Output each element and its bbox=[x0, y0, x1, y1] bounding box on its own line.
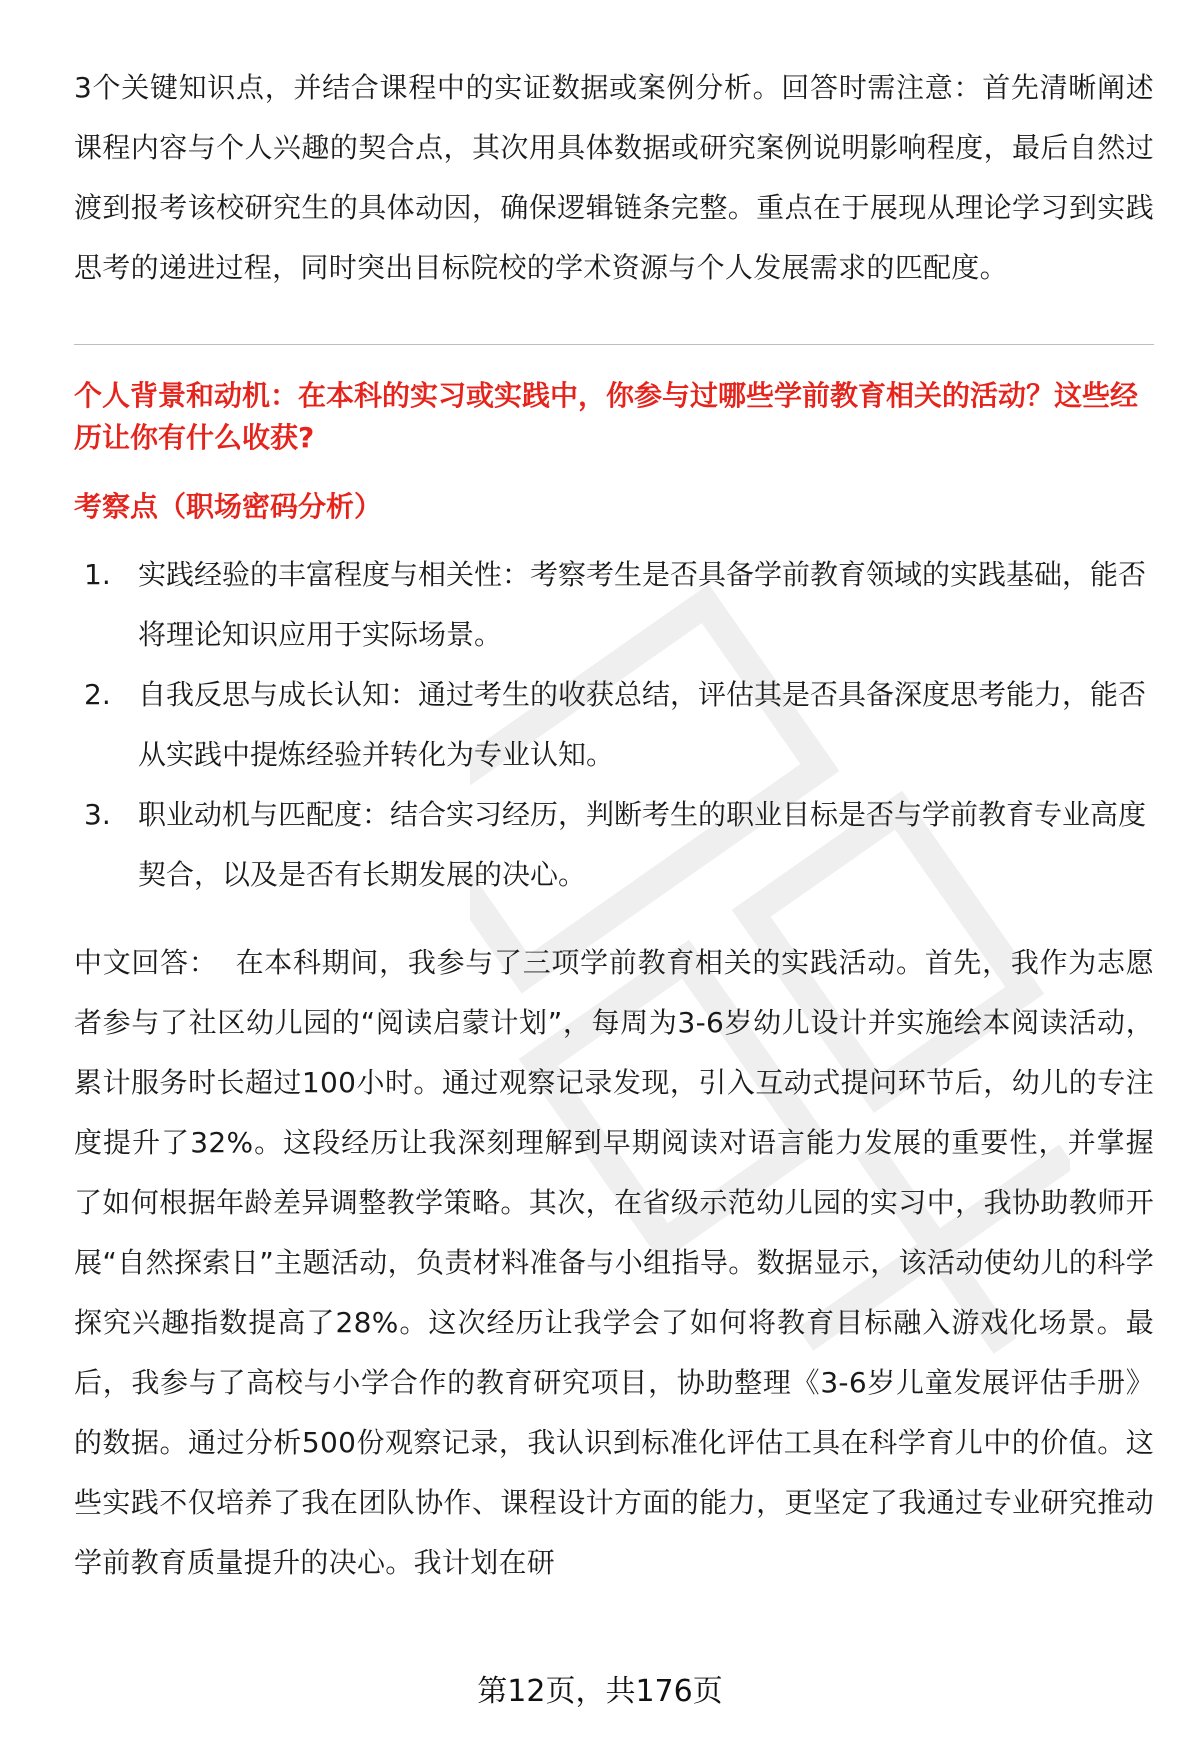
question-heading: 个人背景和动机：在本科的实习或实践中，你参与过哪些学前教育相关的活动？这些经历让你有什么收获? bbox=[74, 379, 1139, 454]
list-number: 1. bbox=[84, 558, 111, 591]
exam-points-heading: 考察点（职场密码分析） bbox=[74, 490, 383, 523]
page-content bbox=[74, 58, 1154, 1593]
list-item bbox=[84, 665, 1154, 785]
list-item-text: 自我反思与成长认知：通过考生的收获总结，评估其是否具备深度思考能力，能否从实践中提炼经验并转化为专业认知。 bbox=[138, 678, 1147, 771]
exam-points-list bbox=[74, 545, 1154, 905]
intro-paragraph: 3个关键知识点，并结合课程中的实证数据或案例分析。回答时需注意：首先清晰阐述课程内容与个人兴趣的契合点，其次用具体数据或研究案例说明影响程度，最后自然过渡到报考该校研究生的具体动因，确保逻辑链条完整。重点在于展现从理论学习到实践思考的递进过程，同时突出目标院校的学术资源与个人发展需求的匹配度。 bbox=[74, 71, 1154, 284]
answer-label: 中文回答： bbox=[74, 946, 218, 979]
list-number: 2. bbox=[84, 678, 111, 711]
list-item bbox=[84, 785, 1154, 905]
list-item-text: 实践经验的丰富程度与相关性：考察考生是否具备学前教育领域的实践基础，能否将理论知识应用于实际场景。 bbox=[138, 558, 1147, 651]
answer-paragraph bbox=[74, 933, 1154, 1593]
answer-text: 在本科期间，我参与了三项学前教育相关的实践活动。首先，我作为志愿者参与了社区幼儿园的“阅读启蒙计划”，每周为3-6岁幼儿设计并实施绘本阅读活动，累计服务时长超过100小时。通过观察记录发现，引入互动式提问环节后，幼儿的专注度提升了32%。这段经历让我深刻理解到早期阅读对语言能力发展的重要性，并掌握了如何根据年龄差异调整教学策略。其次，在省级示范幼儿园的实习中，我协助教师开展“自然探索日”主题活动，负责材料准备与小组指导。数据显示，该活动使幼儿的科学探究兴趣指数提高了28%。这次经历让我学会了如何将教育目标融入游戏化场景。最后，我参与了高校与小学合作的教育研究项目，协助整理《3-6岁儿童发展评估手册》的数据。通过分析500份观察记录，我认识到标准化评估工具在科学育儿中的价值。这些实践不仅培养了我在团队协作、课程设计方面的能力，更坚定了我通过专业研究推动学前教育质量提升的决心。我计划在研 bbox=[74, 946, 1154, 1579]
page-footer: 第12页，共176页 bbox=[477, 1674, 723, 1709]
list-item bbox=[84, 545, 1154, 665]
section-divider bbox=[74, 344, 1154, 345]
list-number: 3. bbox=[84, 798, 111, 831]
list-item-text: 职业动机与匹配度：结合实习经历，判断考生的职业目标是否与学前教育专业高度契合，以及是否有长期发展的决心。 bbox=[138, 798, 1147, 891]
